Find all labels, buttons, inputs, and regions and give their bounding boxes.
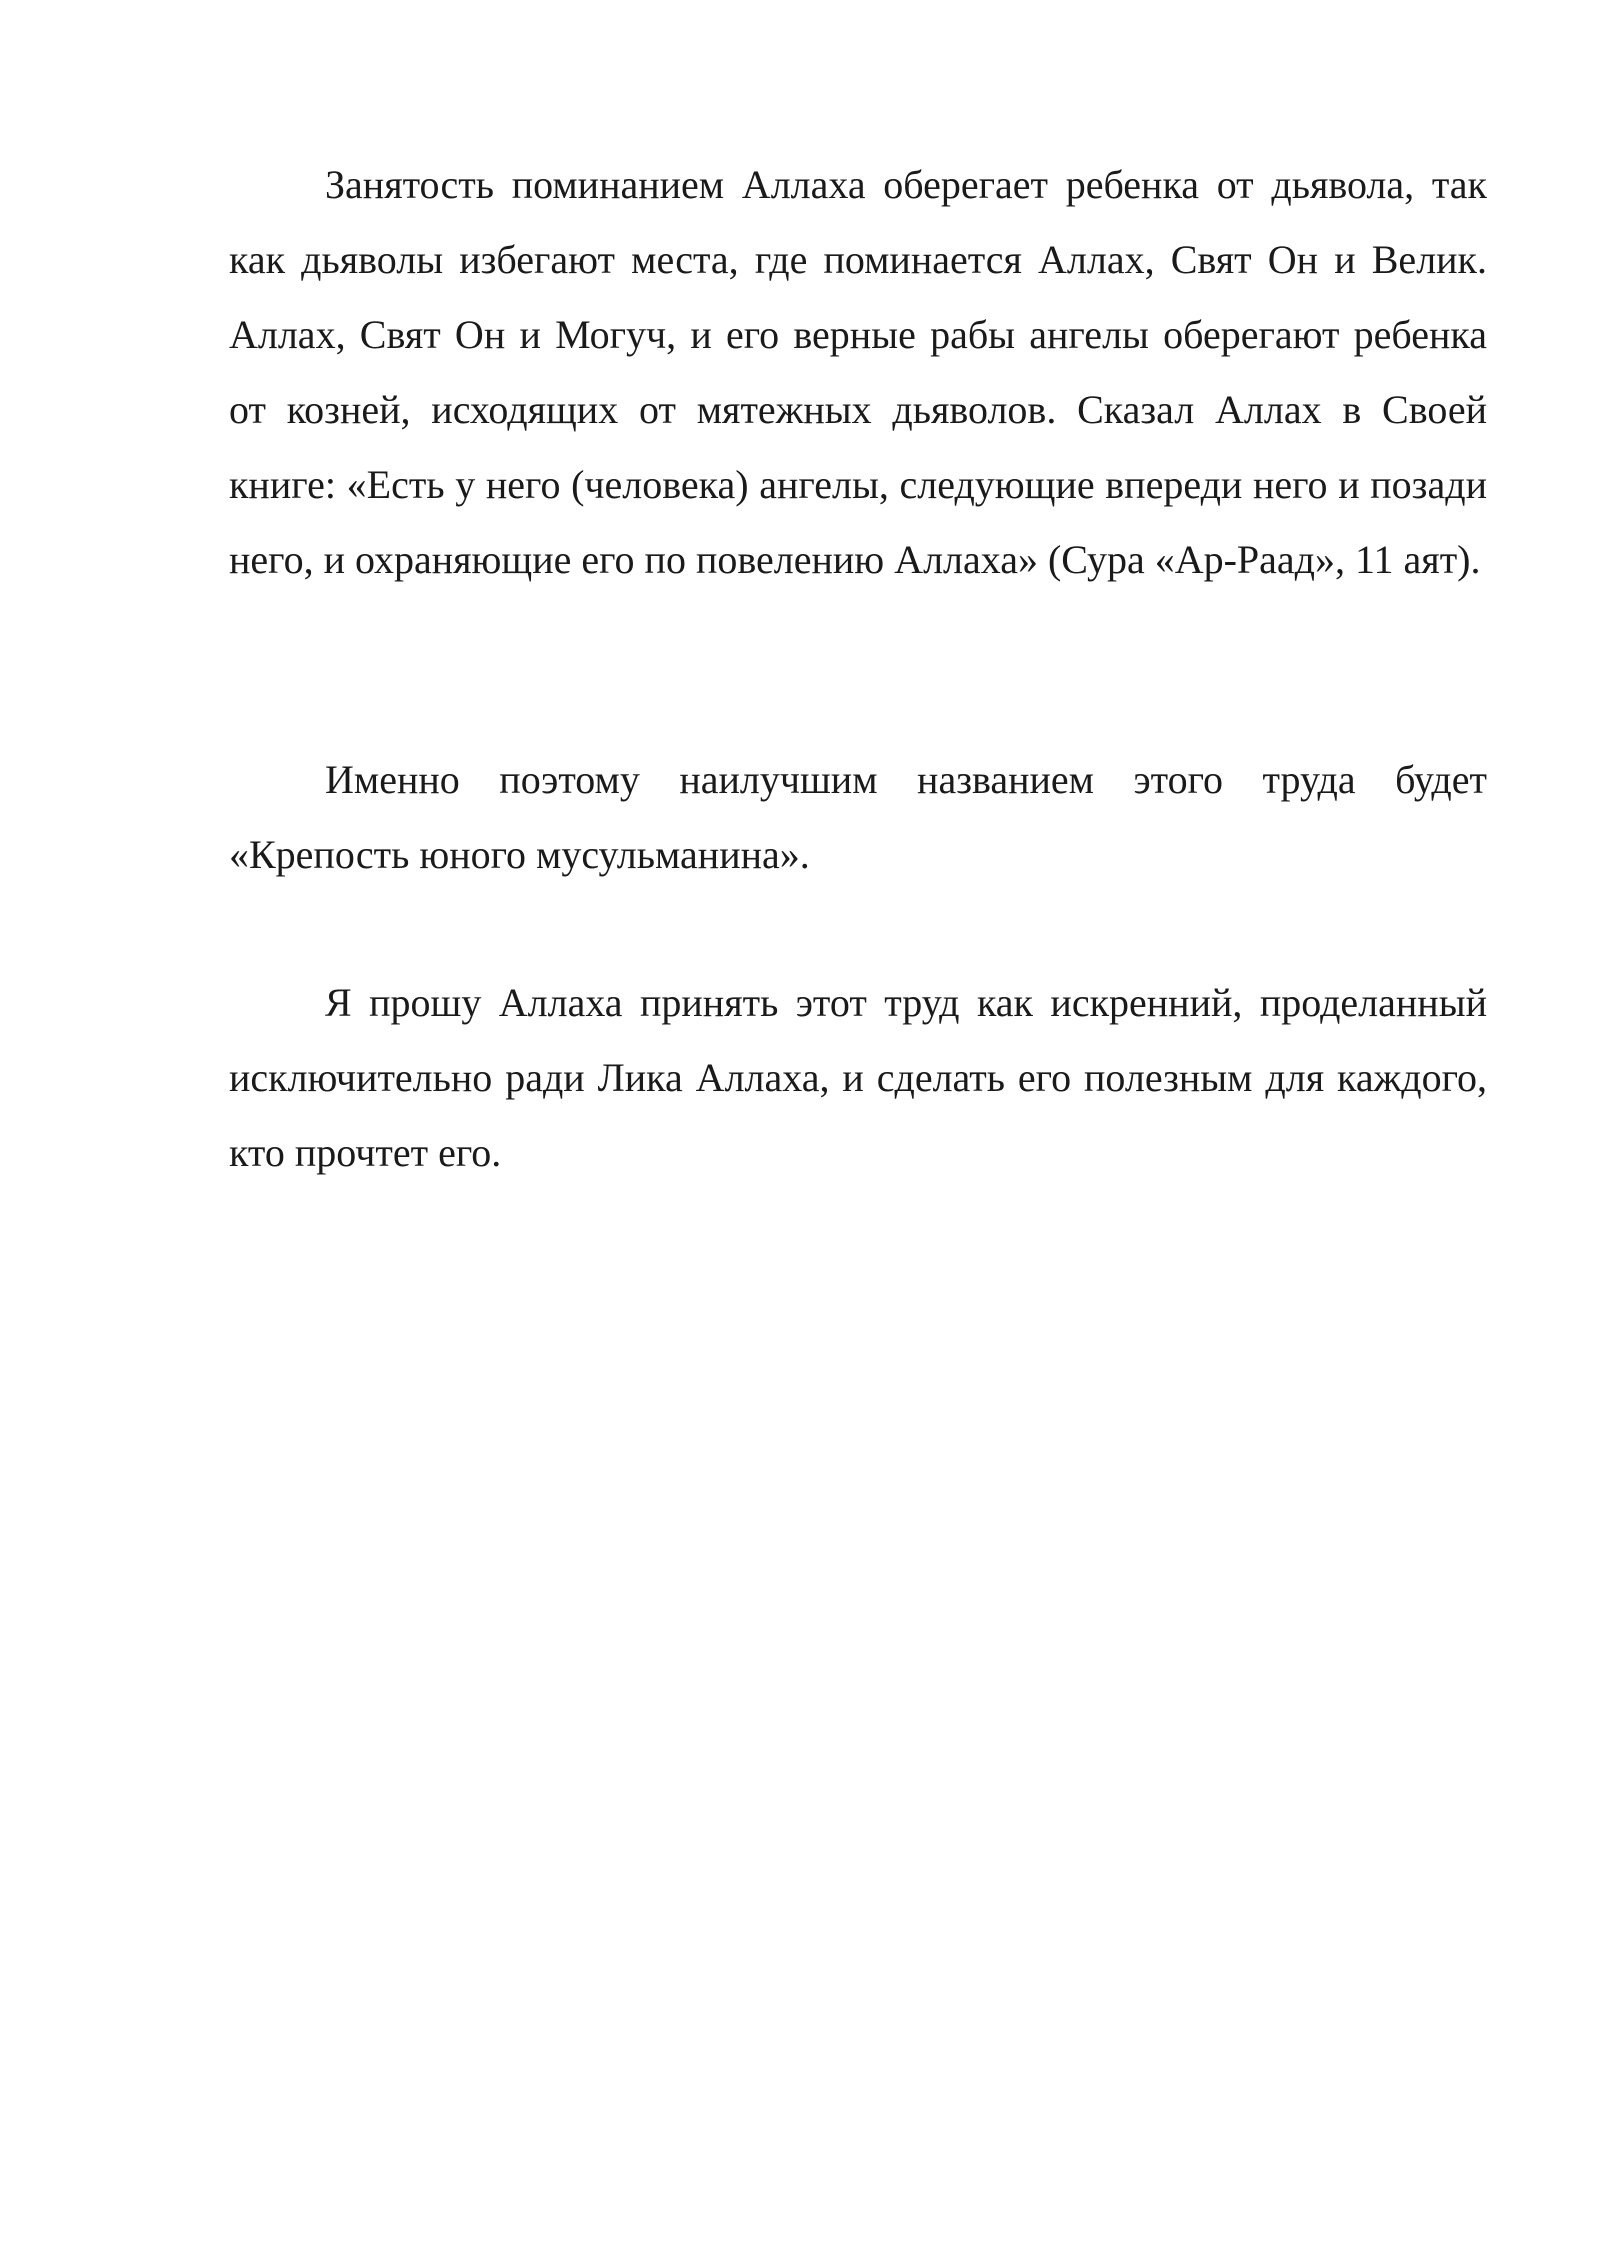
paragraph-2: Именно поэтому наилучшим названием этого труда будет «Крепость юного мусульманина». — [229, 757, 1487, 877]
paragraph-1: Занятость поминанием Аллаха оберегает ребенка от дьявола, так как дьяволы избегают места, где поминается Аллах, Свят Он и Велик. Аллах, Свят Он и Могуч, и его верные рабы ангелы оберегают ребенка от козней, исходящих от мятежных дьяволов. Сказал Аллах в Своей книге: «Есть у него (человека) ангелы, следующие впереди него и позади него, и охраняющие его по повелению Аллаха» (Сура «Ар-Раад», 11 аят). — [229, 162, 1487, 582]
paragraph-3: Я прошу Аллаха принять этот труд как искренний, проделанный исключительно ради Лика Аллаха, и сделать его полезным для каждого, кто прочтет его. — [229, 980, 1487, 1175]
